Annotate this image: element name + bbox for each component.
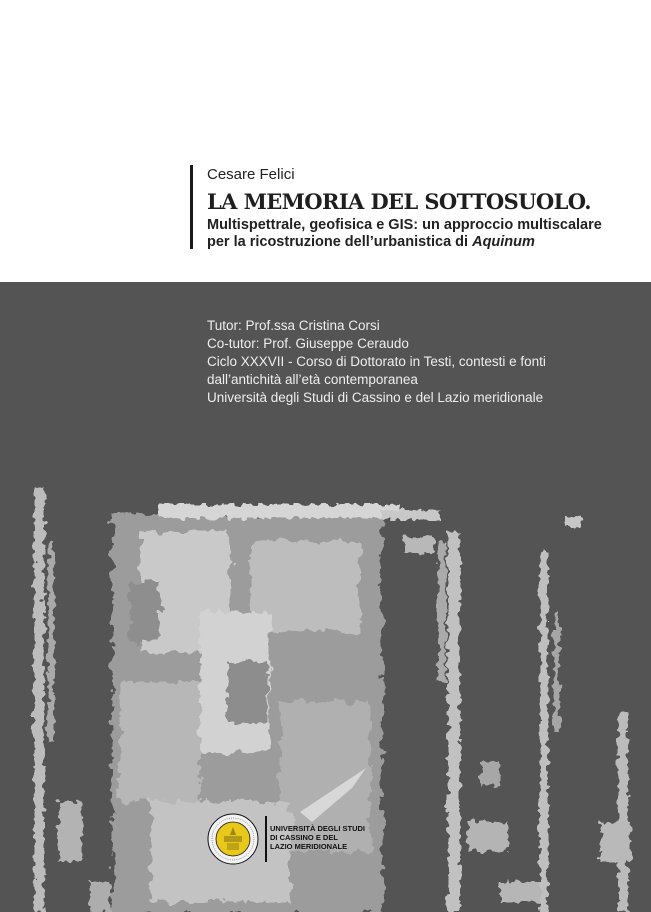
- subtitle-italic-word: Aquinum: [472, 234, 535, 250]
- author-name: Cesare Felici: [207, 166, 295, 183]
- tutor-line: Tutor: Prof.ssa Cristina Corsi: [207, 318, 380, 333]
- logo-wordmark: [270, 824, 370, 851]
- title-block: [190, 165, 630, 249]
- subtitle-line-2: [207, 234, 627, 251]
- logo-divider: [265, 816, 267, 862]
- subtitle-line-1: Multispettrale, geofisica e GIS: un approccio multiscalare: [207, 217, 602, 233]
- ciclo-line-1: Ciclo XXXVII - Corso di Dottorato in Testi, contesti e fonti: [207, 354, 546, 369]
- cover-bottom-area: [0, 282, 651, 912]
- university-logo: [207, 810, 367, 870]
- anomaly-top-band: [160, 504, 440, 520]
- subtitle: [207, 217, 627, 251]
- main-title: LA MEMORIA DEL SOTTOSUOLO.: [207, 189, 591, 214]
- subtitle-line-2-text: per la ricostruzione dell’urbanistica di: [207, 234, 473, 250]
- cover-top-area: [0, 0, 651, 282]
- cotutor-line: Co-tutor: Prof. Giuseppe Ceraudo: [207, 336, 409, 351]
- title-accent-bar: [190, 165, 193, 249]
- logo-line-3: LAZIO MERIDIONALE: [270, 842, 348, 851]
- logo-line-2: DI CASSINO E DEL: [270, 833, 338, 842]
- logo-line-1: UNIVERSITÀ DEGLI STUDI: [270, 824, 366, 833]
- university-line: Università degli Studi di Cassino e del Lazio meridionale: [207, 390, 544, 405]
- university-seal-icon: [207, 813, 259, 865]
- ciclo-line-2: dall’antichità all’età contemporanea: [207, 372, 418, 387]
- thesis-info: [207, 317, 627, 407]
